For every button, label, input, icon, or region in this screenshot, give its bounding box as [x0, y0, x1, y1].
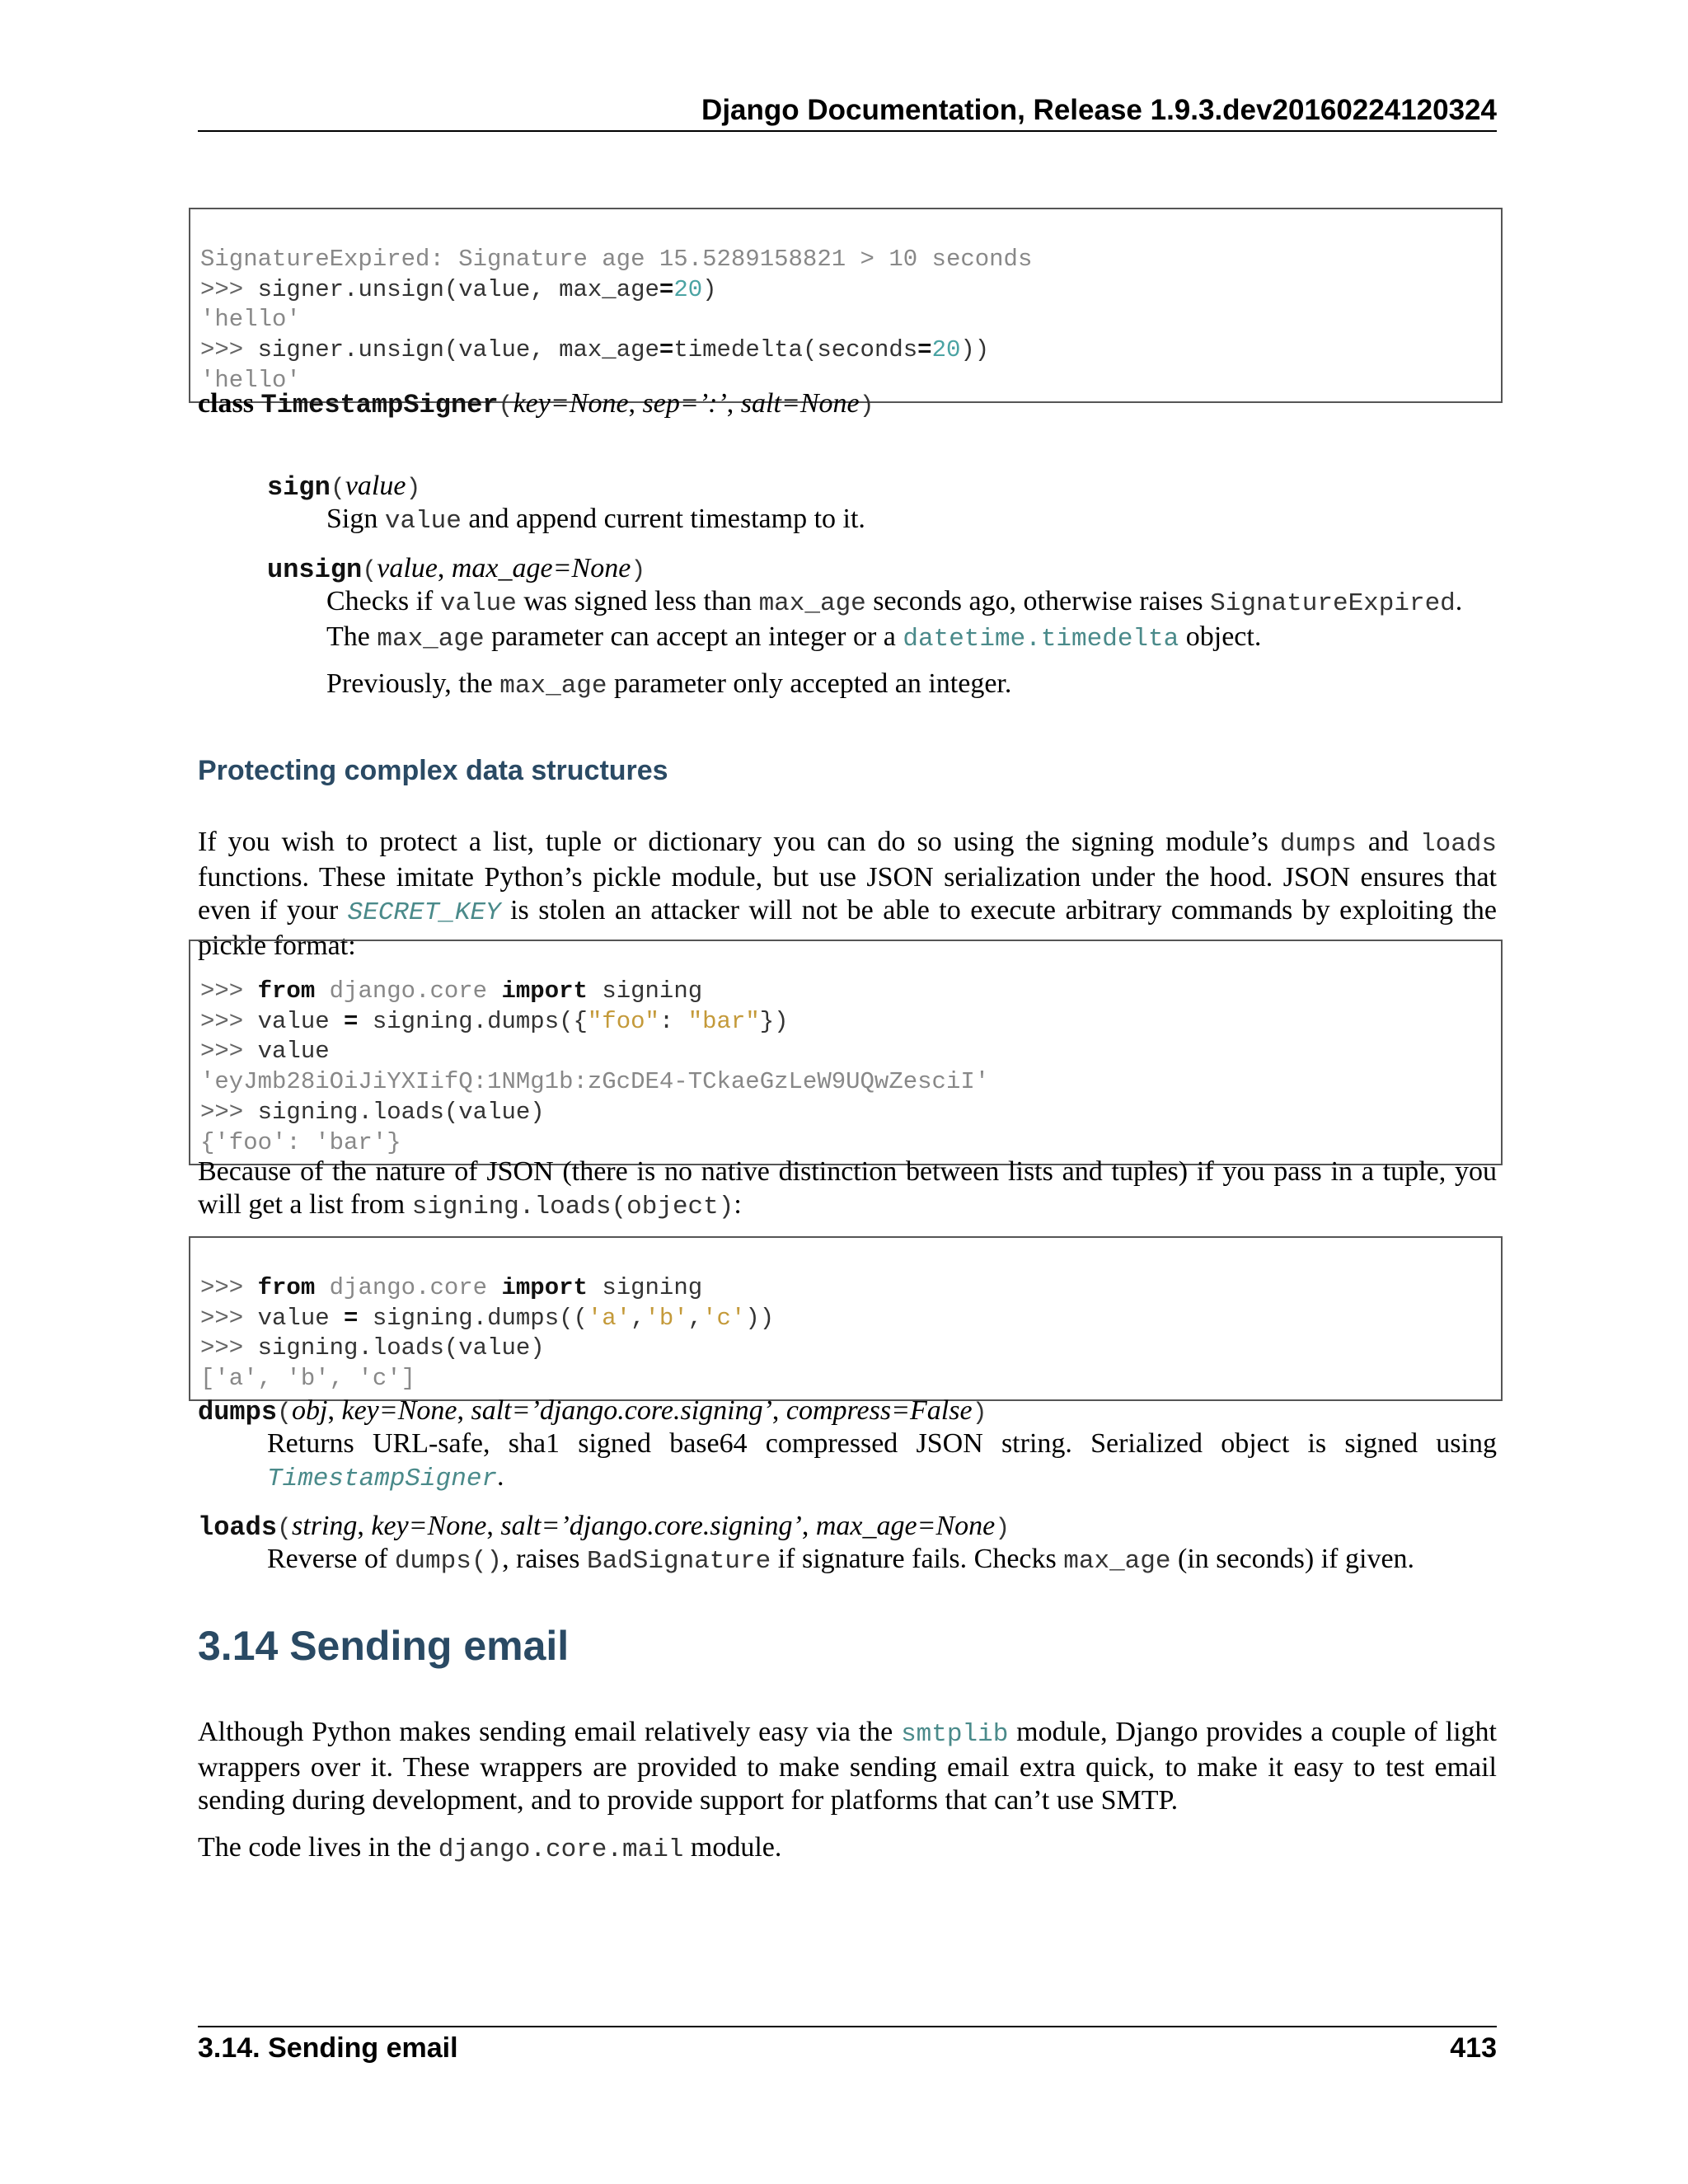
code-line: >>> from django.core import signing [200, 977, 703, 1005]
section-heading: 3.14 Sending email [198, 1623, 570, 1669]
code-line: SignatureExpired: Signature age 15.5289158821 > 10 seconds [200, 245, 1033, 273]
running-header: Django Documentation, Release 1.9.3.dev20160224120324 [701, 94, 1497, 126]
function-name: loads [198, 1512, 278, 1543]
paragraph-protect-data: If you wish to protect a list, tuple or dictionary you can do so using the signing module’s dumps and loads functions. These imitate Python’s pickle module, but use JSON serialization under the hood. JSON ensures that even if your SECRET_KEY is stolen an attacker will not be able to execute arbitrary commands by exploiting the pickle format: [198, 827, 1497, 961]
code-line: ['a', 'b', 'c'] [200, 1365, 416, 1393]
timestampsigner-link[interactable]: TimestampSigner [267, 1465, 498, 1493]
method-unsign-signature: unsign(value, max_age=None) [267, 553, 646, 585]
timedelta-link[interactable]: datetime.timedelta [903, 625, 1179, 654]
code-line: >>> value [200, 1038, 330, 1066]
smtplib-link[interactable]: smtplib [901, 1720, 1009, 1749]
class-signature: class TimestampSigner(key=None, sep=’:’, salt=None) [198, 388, 874, 420]
method-name: unsign [267, 555, 363, 585]
code-line: >>> signer.unsign(value, max_age=20) [200, 275, 717, 303]
func-dumps-signature: dumps(obj, key=None, salt=’django.core.signing’, compress=False) [198, 1395, 987, 1427]
method-sign-signature: sign(value) [267, 471, 421, 503]
code-line: 'hello' [200, 366, 301, 394]
header-rule [198, 130, 1497, 132]
code-line: >>> signer.unsign(value, max_age=timedelta(seconds=20)) [200, 336, 990, 364]
code-line: 'eyJmb28iOiJiYXIifQ:1NMg1b:zGcDE4-TCkaeGzLeW9UQwZesciI' [200, 1068, 990, 1096]
method-name: sign [267, 472, 331, 503]
func-dumps-description: Returns URL-safe, sha1 signed base64 compressed JSON string. Serialized object is signed using TimestampSigner. [267, 1428, 1497, 1493]
code-line: >>> value = signing.dumps({"foo": "bar"}) [200, 1007, 789, 1035]
code-line: >>> from django.core import signing [200, 1273, 703, 1301]
subsection-heading: Protecting complex data structures [198, 755, 668, 786]
page-number: 413 [1450, 2032, 1497, 2064]
code-block-dumps-dict [189, 940, 1503, 1165]
footer-section-title: 3.14. Sending email [198, 2032, 458, 2064]
paragraph-sending-email: Although Python makes sending email relatively easy via the smtplib module, Django provides a couple of light wrappers over it. These wrappers are provided to make sending email extra quick, to make it easy to test email sending during development, and to provide support for platforms that can’t use SMTP. [198, 1717, 1497, 1816]
code-block-unsign-example [189, 208, 1503, 403]
code-line: 'hello' [200, 306, 301, 334]
secret-key-link[interactable]: SECRET_KEY [347, 898, 501, 927]
method-sign-description: Sign value and append current timestamp to it. [326, 504, 865, 536]
footer-rule [198, 2026, 1497, 2027]
func-loads-signature: loads(string, key=None, salt=’django.core.signing’, max_age=None) [198, 1511, 1010, 1543]
code-line: >>> value = signing.dumps(('a','b','c')) [200, 1304, 775, 1332]
code-line: >>> signing.loads(value) [200, 1334, 545, 1362]
method-unsign-description: Checks if value was signed less than max_age seconds ago, otherwise raises SignatureExpired. The max_age parameter can accept an integer or a datetime.timedelta object. [326, 586, 1463, 654]
method-unsign-versionchanged: Previously, the max_age parameter only accepted an integer. [326, 668, 1012, 701]
paragraph-json-tuples: Because of the nature of JSON (there is no native distinction between lists and tuples) if you pass in a tuple, you will get a list from signing.loads(object): [198, 1156, 1497, 1221]
code-line: {'foo': 'bar'} [200, 1128, 401, 1156]
code-line: >>> signing.loads(value) [200, 1098, 545, 1126]
code-block-dumps-tuple [189, 1236, 1503, 1401]
paragraph-code-location: The code lives in the django.core.mail module. [198, 1832, 782, 1864]
func-loads-description: Reverse of dumps(), raises BadSignature if signature fails. Checks max_age (in seconds) if given. [267, 1544, 1415, 1576]
function-name: dumps [198, 1397, 278, 1427]
class-name: TimestampSigner [260, 390, 499, 420]
